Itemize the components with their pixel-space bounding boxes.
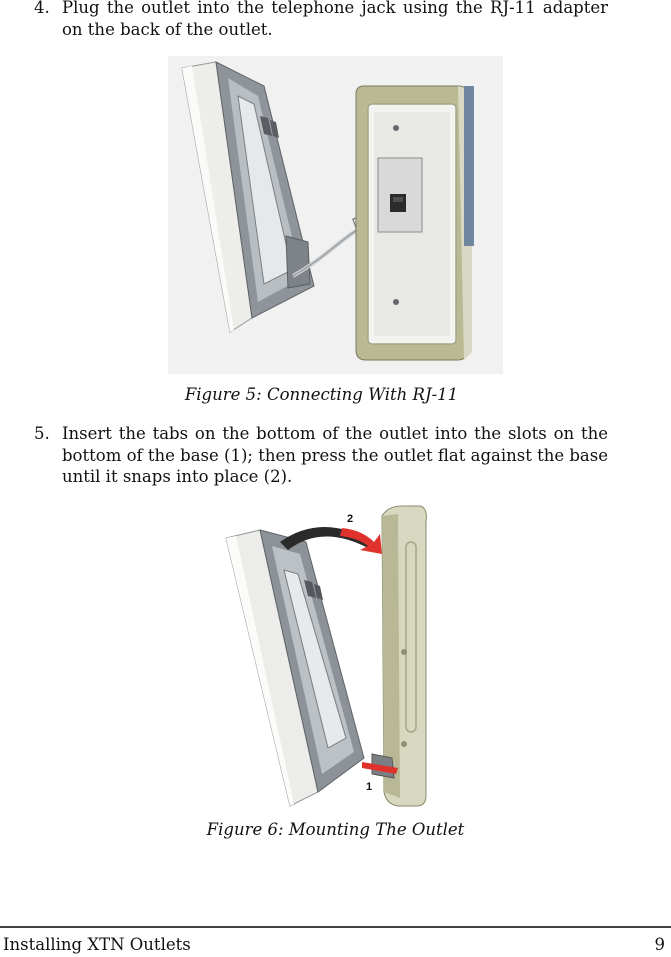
step-text: Insert the tabs on the bottom of the outlet into the slots on the bottom of the base (1); then press the outlet flat against the base until it snaps into place (2). — [62, 424, 608, 486]
footer-page-number: 9 — [654, 935, 665, 954]
callout-1: 1 — [366, 781, 373, 793]
callout-2: 2 — [347, 513, 354, 525]
footer-section-title: Installing XTN Outlets — [3, 935, 191, 954]
footer-divider — [0, 926, 671, 928]
figure-6-caption: Figure 6: Mounting The Outlet — [206, 820, 465, 839]
step-number: 4. — [34, 0, 50, 17]
figure-5-caption: Figure 5: Connecting With RJ-11 — [184, 385, 459, 404]
figure-connecting-rj11 — [168, 56, 503, 374]
step-4 — [36, 0, 608, 40]
figure-mounting-outlet — [222, 502, 452, 810]
step-number: 5. — [34, 424, 50, 443]
step-text: Plug the outlet into the telephone jack using the RJ-11 adapter on the back of the outlet. — [62, 0, 608, 39]
step-5 — [36, 423, 608, 488]
